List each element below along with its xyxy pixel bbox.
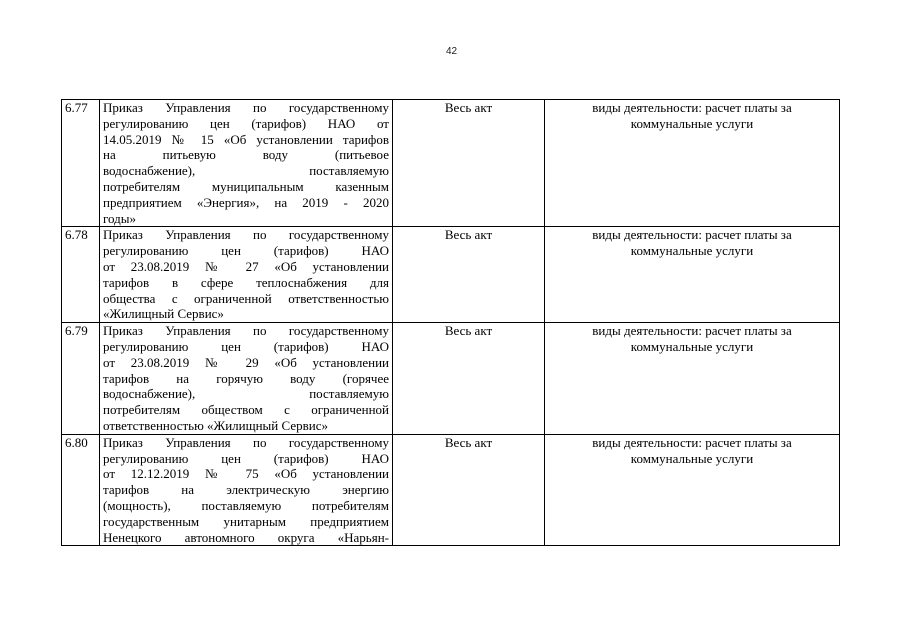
act-title-line: регулированию цен (тарифов) НАО <box>103 338 389 354</box>
act-title-line: регулированию цен (тарифов) НАО <box>103 243 389 259</box>
activity-kind <box>545 323 840 435</box>
page-number: 42 <box>445 46 458 57</box>
act-title-line: на питьевую воду (питьевое <box>103 147 389 163</box>
act-title-line: Ненецкого автономного округа «Нарьян- <box>103 529 389 545</box>
activity-kind-line: виды деятельности: расчет платы за <box>592 434 792 450</box>
act-title <box>100 434 393 546</box>
act-title-line: тарифов на электрическую энергию <box>103 482 389 498</box>
act-scope: Весь акт <box>393 100 545 227</box>
row-number: 6.77 <box>62 100 100 227</box>
act-title-line: от 23.08.2019 № 27 «Об установлении <box>103 258 389 274</box>
act-title-line: годы» <box>103 210 136 226</box>
activity-kind <box>545 434 840 546</box>
act-title-line: общества с ограниченной ответственностью <box>103 290 389 306</box>
act-title <box>100 227 393 323</box>
activity-kind <box>545 100 840 227</box>
activity-kind-line: коммунальные услуги <box>630 338 754 354</box>
activity-kind <box>545 227 840 323</box>
act-title-line: предприятием «Энергия», на 2019 - 2020 <box>103 194 389 210</box>
activity-kind-line: коммунальные услуги <box>630 243 754 259</box>
row-number: 6.79 <box>62 323 100 435</box>
activity-kind-line: виды деятельности: расчет платы за <box>592 100 792 115</box>
act-title-line: регулированию цен (тарифов) НАО от <box>103 115 389 131</box>
act-title-line: Приказ Управления по государственному <box>103 323 389 339</box>
row-number: 6.78 <box>62 227 100 323</box>
act-title <box>100 323 393 435</box>
table-row <box>62 227 840 323</box>
act-title-line: потребителям муниципальным казенным <box>103 178 389 194</box>
act-title-line: от 23.08.2019 № 29 «Об установлении <box>103 354 389 370</box>
row-number: 6.80 <box>62 434 100 546</box>
act-title-line: от 12.12.2019 № 75 «Об установлении <box>103 466 389 482</box>
act-title-line: регулированию цен (тарифов) НАО <box>103 450 389 466</box>
act-title-line: Приказ Управления по государственному <box>103 100 389 115</box>
act-title-line: государственным унитарным предприятием <box>103 513 389 529</box>
activity-kind-line: коммунальные услуги <box>630 450 754 466</box>
act-title-line: (мощность), поставляемую потребителям <box>103 497 389 513</box>
act-title-line: Приказ Управления по государственному <box>103 434 389 450</box>
act-scope: Весь акт <box>393 323 545 435</box>
activity-kind-line: коммунальные услуги <box>630 115 754 131</box>
act-scope: Весь акт <box>393 434 545 546</box>
act-title <box>100 100 393 227</box>
activity-kind-line: виды деятельности: расчет платы за <box>592 323 792 339</box>
act-title-line: потребителям обществом с ограниченной <box>103 402 389 418</box>
act-title-line: тарифов на горячую воду (горячее <box>103 370 389 386</box>
table-row <box>62 323 840 435</box>
act-title-line: «Жилищный Сервис» <box>103 306 224 322</box>
table-row <box>62 434 840 546</box>
act-title-line: тарифов в сфере теплоснабжения для <box>103 274 389 290</box>
act-title-line: водоснабжение), поставляемую <box>103 163 389 179</box>
activity-kind-line: виды деятельности: расчет платы за <box>592 227 792 243</box>
act-scope: Весь акт <box>393 227 545 323</box>
acts-table <box>61 99 840 546</box>
act-title-line: водоснабжение), поставляемую <box>103 386 389 402</box>
table-row <box>62 100 840 227</box>
act-title-line: Приказ Управления по государственному <box>103 227 389 243</box>
act-title-line: ответственностью «Жилищный Сервис» <box>103 417 328 433</box>
act-title-line: 14.05.2019 № 15 «Об установлении тарифов <box>103 131 389 147</box>
